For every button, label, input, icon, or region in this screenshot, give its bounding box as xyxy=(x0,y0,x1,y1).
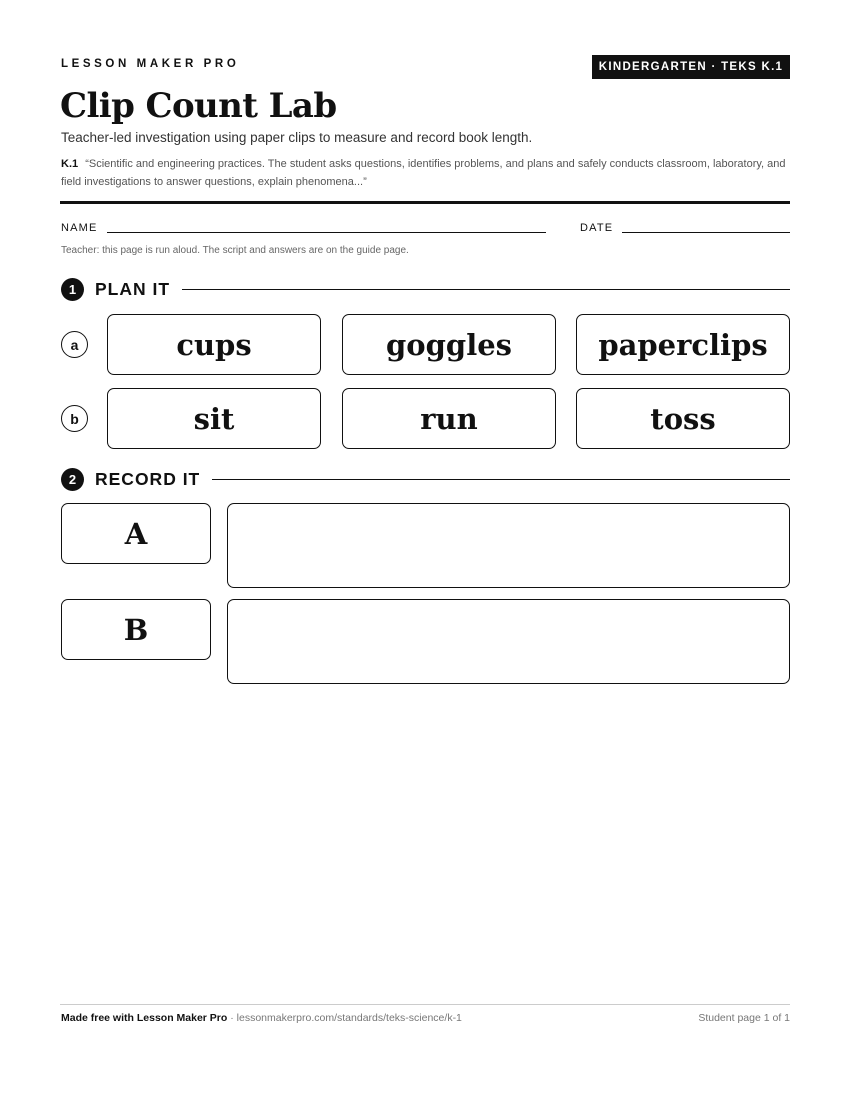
word-card[interactable]: toss xyxy=(576,388,790,449)
date-field[interactable] xyxy=(622,232,790,233)
brand-name: LESSON MAKER PRO xyxy=(61,58,240,70)
name-field[interactable] xyxy=(107,232,546,233)
section-divider xyxy=(182,289,790,290)
row-marker-b: b xyxy=(61,405,88,432)
record-label-b: B xyxy=(61,599,211,660)
section-divider xyxy=(212,479,790,480)
standard-code: K.1 xyxy=(61,158,79,170)
page-subtitle: Teacher-led investigation using paper clips to measure and record book length. xyxy=(61,130,533,145)
footer-url: · lessonmakerpro.com/standards/teks-science/k-1 xyxy=(227,1012,462,1024)
footer-page-info: Student page 1 of 1 xyxy=(698,1012,790,1024)
word-card[interactable]: cups xyxy=(107,314,321,375)
record-label-a: A xyxy=(61,503,211,564)
row-marker-a: a xyxy=(61,331,88,358)
teacher-note: Teacher: this page is run aloud. The script and answers are on the guide page. xyxy=(61,245,409,256)
word-card[interactable]: paperclips xyxy=(576,314,790,375)
word-card[interactable]: sit xyxy=(107,388,321,449)
section-title: RECORD IT xyxy=(95,468,201,489)
word-card[interactable]: run xyxy=(342,388,556,449)
footer-made-with: Made free with Lesson Maker Pro xyxy=(61,1012,228,1024)
grade-badge: KINDERGARTEN · TEKS K.1 xyxy=(592,55,790,79)
section-record-heading xyxy=(61,467,790,491)
section-plan-heading xyxy=(61,277,790,301)
section-number-badge: 2 xyxy=(61,468,84,491)
standard-text: “Scientific and engineering practices. The student asks questions, identifies problems, and plans and safely conducts classroom, laboratory, and field investigations to answer questions, explain phenomena...” xyxy=(61,158,786,188)
record-answer-box-b[interactable] xyxy=(227,599,790,684)
name-label: NAME xyxy=(61,222,98,234)
footer-divider xyxy=(60,1004,790,1005)
page-title: Clip Count Lab xyxy=(60,86,337,126)
record-answer-box-a[interactable] xyxy=(227,503,790,588)
word-card[interactable]: goggles xyxy=(342,314,556,375)
date-label: DATE xyxy=(580,222,614,234)
header-divider xyxy=(60,201,790,204)
section-number-badge: 1 xyxy=(61,278,84,301)
standard-statement xyxy=(61,156,791,191)
footer-credit xyxy=(61,1012,462,1024)
section-title: PLAN IT xyxy=(95,278,171,299)
